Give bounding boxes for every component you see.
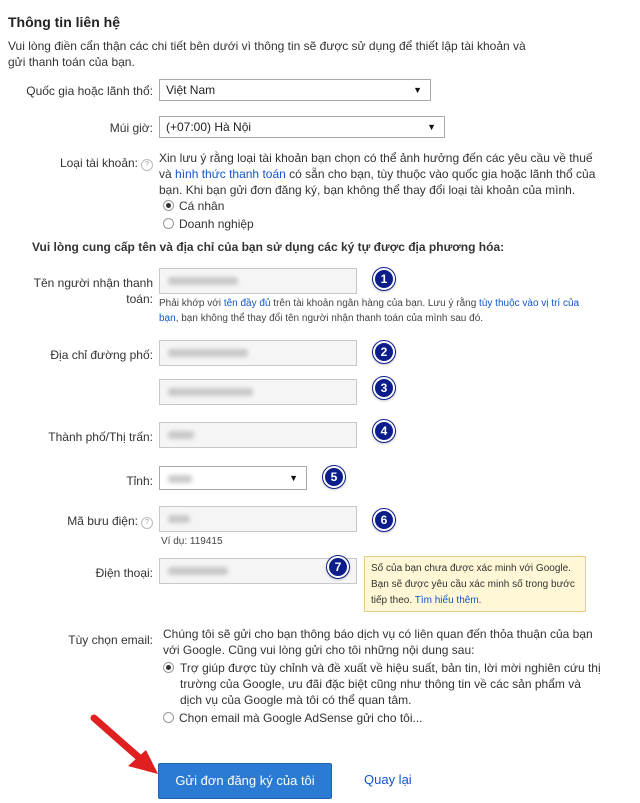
back-link[interactable]: Quay lại [364,772,412,787]
radio-label: Doanh nghiệp [179,217,254,231]
payee-label-line: Tên người nhận thanh [33,276,153,290]
timezone-label: Múi giờ: [109,121,153,135]
radio-checked-icon [163,662,174,673]
location-link[interactable]: tùy thuộc vào vị trí của bạn [159,298,580,324]
step-badge-2: 2 [373,341,395,363]
timezone-select[interactable] [159,116,445,138]
postal-label-text: Mã bưu điện: [67,514,138,528]
payment-methods-link[interactable]: hình thức thanh toán [175,167,286,181]
localized-heading: Vui lòng cung cấp tên và địa chỉ của bạn sử dụng các ký tự được địa phương hóa: [32,240,505,254]
email-option-1[interactable] [163,660,603,708]
payee-hint [159,296,599,326]
step-badge-7: 7 [327,556,349,578]
step-badge-5: 5 [323,466,345,488]
note-text: Xin lưu ý rằng loại tài khoản bạn chọn có thể ảnh hưởng đến các yêu cầu về thuế và [159,151,593,181]
radio-checked-icon [163,200,174,211]
tooltip-text: Số của bạn chưa được xác minh với Google. Bạn sẽ được yêu cầu xác minh số trong bước tiếp theo. [371,563,575,606]
hint-text: Phải khớp với [159,298,224,309]
redacted-value [168,431,194,439]
radio-individual[interactable] [163,198,224,214]
full-name-link[interactable]: tên đầy đủ [223,298,271,309]
note-text: có sẵn cho bạn, tùy thuộc vào quốc gia hoặc lãnh thổ của bạn. Khi bạn gửi đơn đăng ký, bạn không thể thay đổi loại tài khoản của mình. [159,167,596,197]
street-label: Địa chỉ đường phố: [50,348,153,362]
learn-more-link[interactable]: Tìm hiểu thêm. [414,595,482,606]
country-select[interactable] [159,79,431,101]
section-title: Thông tin liên hệ [8,14,120,30]
account-type-note [159,150,599,198]
step-badge-1: 1 [373,268,395,290]
payee-label-line: toán: [126,292,153,306]
postal-label [8,514,153,529]
country-label: Quốc gia hoặc lãnh thổ: [26,84,153,98]
province-label: Tỉnh: [126,474,153,488]
chevron-down-icon: ▼ [427,122,436,132]
account-type-label-text: Loại tài khoản: [59,156,138,170]
email-option-1-label: Trợ giúp được tùy chỉnh và đề xuất về hiệu suất, bản tin, lời mời nghiên cứu thị trường của Google, ưu đãi đặc biệt cũng như thông tin về các sản phẩm và dịch vụ của Google mà tôi có thể quan tâm. [180,661,601,707]
phone-verification-tooltip [364,556,586,612]
hint-text: , bạn không thể thay đổi tên người nhận thanh toán của mình sau đó. [175,313,484,324]
email-option-2[interactable] [163,710,423,726]
red-arrow-icon [88,712,166,780]
step-badge-3: 3 [373,377,395,399]
province-select[interactable] [159,466,307,490]
street-input-2[interactable] [159,379,357,405]
step-badge-4: 4 [373,420,395,442]
intro-text: Vui lòng điền cẩn thận các chi tiết bên dưới vì thông tin sẽ được sử dụng để thiết lập tài khoản và gửi thanh toán của bạn. [8,39,526,69]
city-label: Thành phố/Thị trấn: [48,430,153,444]
radio-label: Cá nhân [179,199,225,213]
help-icon[interactable]: ? [141,517,153,529]
account-type-label [8,156,153,171]
payee-name-input[interactable] [159,268,357,294]
timezone-value: (+07:00) Hà Nội [166,120,252,134]
redacted-value [168,349,248,357]
redacted-value [168,567,228,575]
radio-business[interactable] [163,216,254,232]
postal-example: Ví dụ: 119415 [161,536,223,547]
payee-label [8,275,153,307]
redacted-value [168,515,190,523]
redacted-value [168,388,253,396]
chevron-down-icon: ▼ [289,473,298,483]
email-options-label: Tùy chọn email: [68,633,153,647]
chevron-down-icon: ▼ [413,85,422,95]
radio-unchecked-icon [163,218,174,229]
redacted-value [168,475,192,483]
postal-input[interactable] [159,506,357,532]
redacted-value [168,277,238,285]
email-option-2-label: Chọn email mà Google AdSense gửi cho tôi... [179,711,423,725]
country-value: Việt Nam [166,83,216,97]
step-badge-6: 6 [373,509,395,531]
phone-label: Điện thoại: [95,566,153,580]
street-input-1[interactable] [159,340,357,366]
city-input[interactable] [159,422,357,448]
help-icon[interactable]: ? [141,159,153,171]
email-options-text: Chúng tôi sẽ gửi cho bạn thông báo dịch vụ có liên quan đến thỏa thuận của bạn với Google. Cũng vui lòng gửi cho tôi những nội dung sau: [163,627,593,657]
submit-application-button[interactable]: Gửi đơn đăng ký của tôi [158,763,332,799]
hint-text: trên tài khoản ngân hàng của bạn. Lưu ý rằng [270,298,480,309]
